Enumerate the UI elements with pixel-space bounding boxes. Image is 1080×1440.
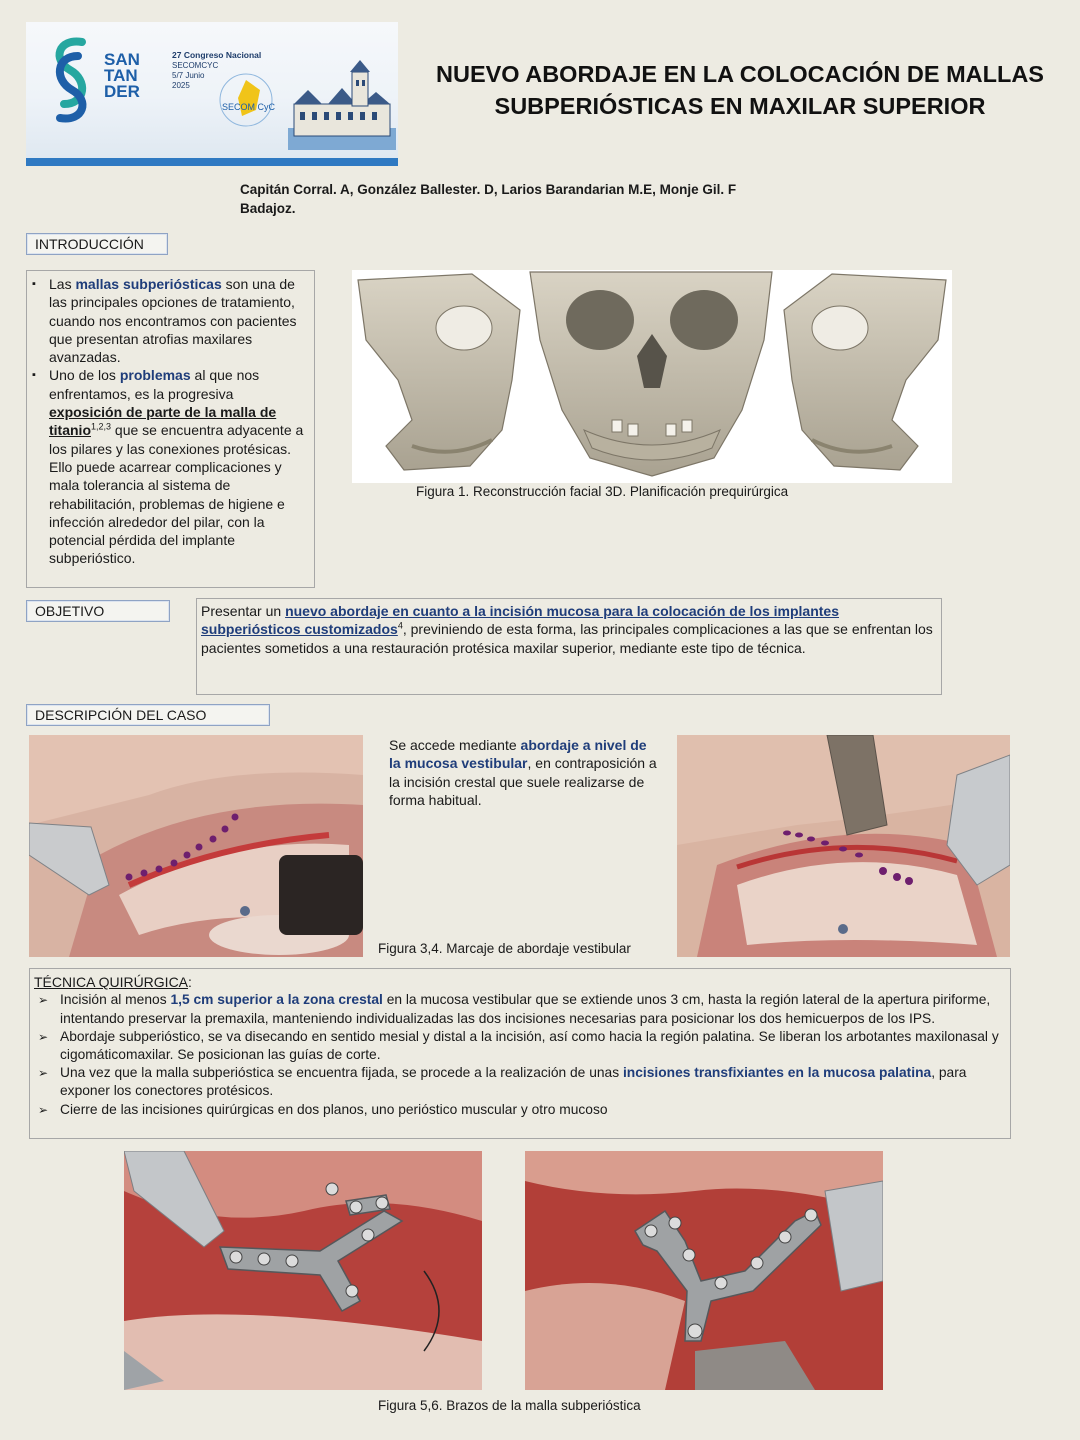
congress-info: 27 Congreso Nacional SECOMCYC 5/7 Junio 2025 bbox=[172, 50, 262, 90]
intro-point-2: ▪ Uno de los problemas al que nos enfrentamos, es la progresiva exposición de parte de la malla de titanio$^{1,2,3}$ que se encuentra adyacente a los pilares y las conexiones protésicas. Ello puede acarrear complicaciones y mala tolerancia al sistema de rehabilitación, problemas de higiene e infección alrededor del pilar, con la potencial pérdida del implante subperióstico. bbox=[49, 366, 310, 567]
figure1-3d-skull-image bbox=[352, 270, 952, 483]
technique-step-3: ➢ Una vez que la malla subperióstica se encuentra fijada, se procede a la realización de unas incisiones transfixiantes en la mucosa palatina, para exponer los conectores protésicos. bbox=[34, 1064, 1002, 1100]
poster-title: NUEVO ABORDAJE EN LA COLOCACIÓN DE MALLAS SUBPERIÓSTICAS EN MAXILAR SUPERIOR bbox=[436, 61, 1044, 119]
authors-block bbox=[240, 180, 736, 218]
figure1-caption: Figura 1. Reconstrucción facial 3D. Planificación prequirúrgica bbox=[416, 484, 789, 499]
technique-step-1: ➢ Incisión al menos 1,5 cm superior a la zona crestal en la mucosa vestibular que se extiende unos 3 cm, hasta la región lateral de la apertura piriforme, intentando preservar la premaxila, manteniendo individualizadas las dos incisiones necesarias para posicionar los dos hemicuerpos de los IPS. bbox=[34, 991, 1002, 1027]
figure4-vestibular-marking-photo bbox=[677, 735, 1010, 957]
technique-step-4: ➢ Cierre de las incisiones quirúrgicas en dos planos, uno perióstico muscular y otro mucoso bbox=[34, 1101, 1002, 1119]
technique-heading: TÉCNICA QUIRÚRGICA: bbox=[34, 974, 192, 990]
santander-wordmark: SAN TAN DER bbox=[104, 50, 140, 101]
palace-illustration bbox=[288, 58, 396, 150]
objective-box: Presentar un nuevo abordaje en cuanto a la incisión mucosa para la colocación de los implantes subperiósticos customizados$^4$, previniendo de esta forma, las principales complicaciones a las que se enfrentan los pacientes sometidos a una restauración protésica maxilar superior, mediante este tipo de técnica. bbox=[196, 598, 942, 695]
secomcyc-logo bbox=[216, 70, 276, 130]
intro-box bbox=[26, 270, 315, 588]
figure6-mesh-arms-photo bbox=[525, 1151, 883, 1390]
intro-section-label: INTRODUCCIÓN bbox=[26, 233, 168, 255]
intro-point-1: ▪ Las mallas subperiósticas son una de las principales opciones de tratamiento, cuando nos encontramos con pacientes que presentan atrofias maxilares avanzadas. bbox=[49, 275, 310, 366]
figure3-vestibular-marking-photo bbox=[29, 735, 363, 957]
technique-box bbox=[29, 968, 1011, 1139]
case-description-text: Se accede mediante abordaje a nivel de la mucosa vestibular, en contraposición a la incisión crestal que suele realizarse de forma habitual. bbox=[389, 737, 657, 808]
figure3-4-caption: Figura 3,4. Marcaje de abordaje vestibular bbox=[378, 941, 631, 956]
author-names: Capitán Corral. A, González Ballester. D, Larios Barandarian M.E, Monje Gil. F bbox=[240, 182, 737, 197]
author-location: Badajoz. bbox=[240, 201, 296, 216]
technique-step-2: ➢ Abordaje subperióstico, se va disecando en sentido mesial y distal a la incisión, así como hacia la región palatina. Se liberan los arbotantes maxilonasal y cigomáticomaxilar. Se posicionan las guías de corte. bbox=[34, 1028, 1002, 1064]
santander-s-logo bbox=[48, 34, 94, 126]
case-section-label: DESCRIPCIÓN DEL CASO bbox=[26, 704, 270, 726]
secom-logo-text: SECOM CyC bbox=[222, 102, 276, 112]
figure5-6-caption: Figura 5,6. Brazos de la malla subperióstica bbox=[378, 1398, 641, 1413]
congress-banner bbox=[26, 22, 398, 166]
objective-section-label: OBJETIVO bbox=[26, 600, 170, 622]
figure5-mesh-arms-photo bbox=[124, 1151, 482, 1390]
